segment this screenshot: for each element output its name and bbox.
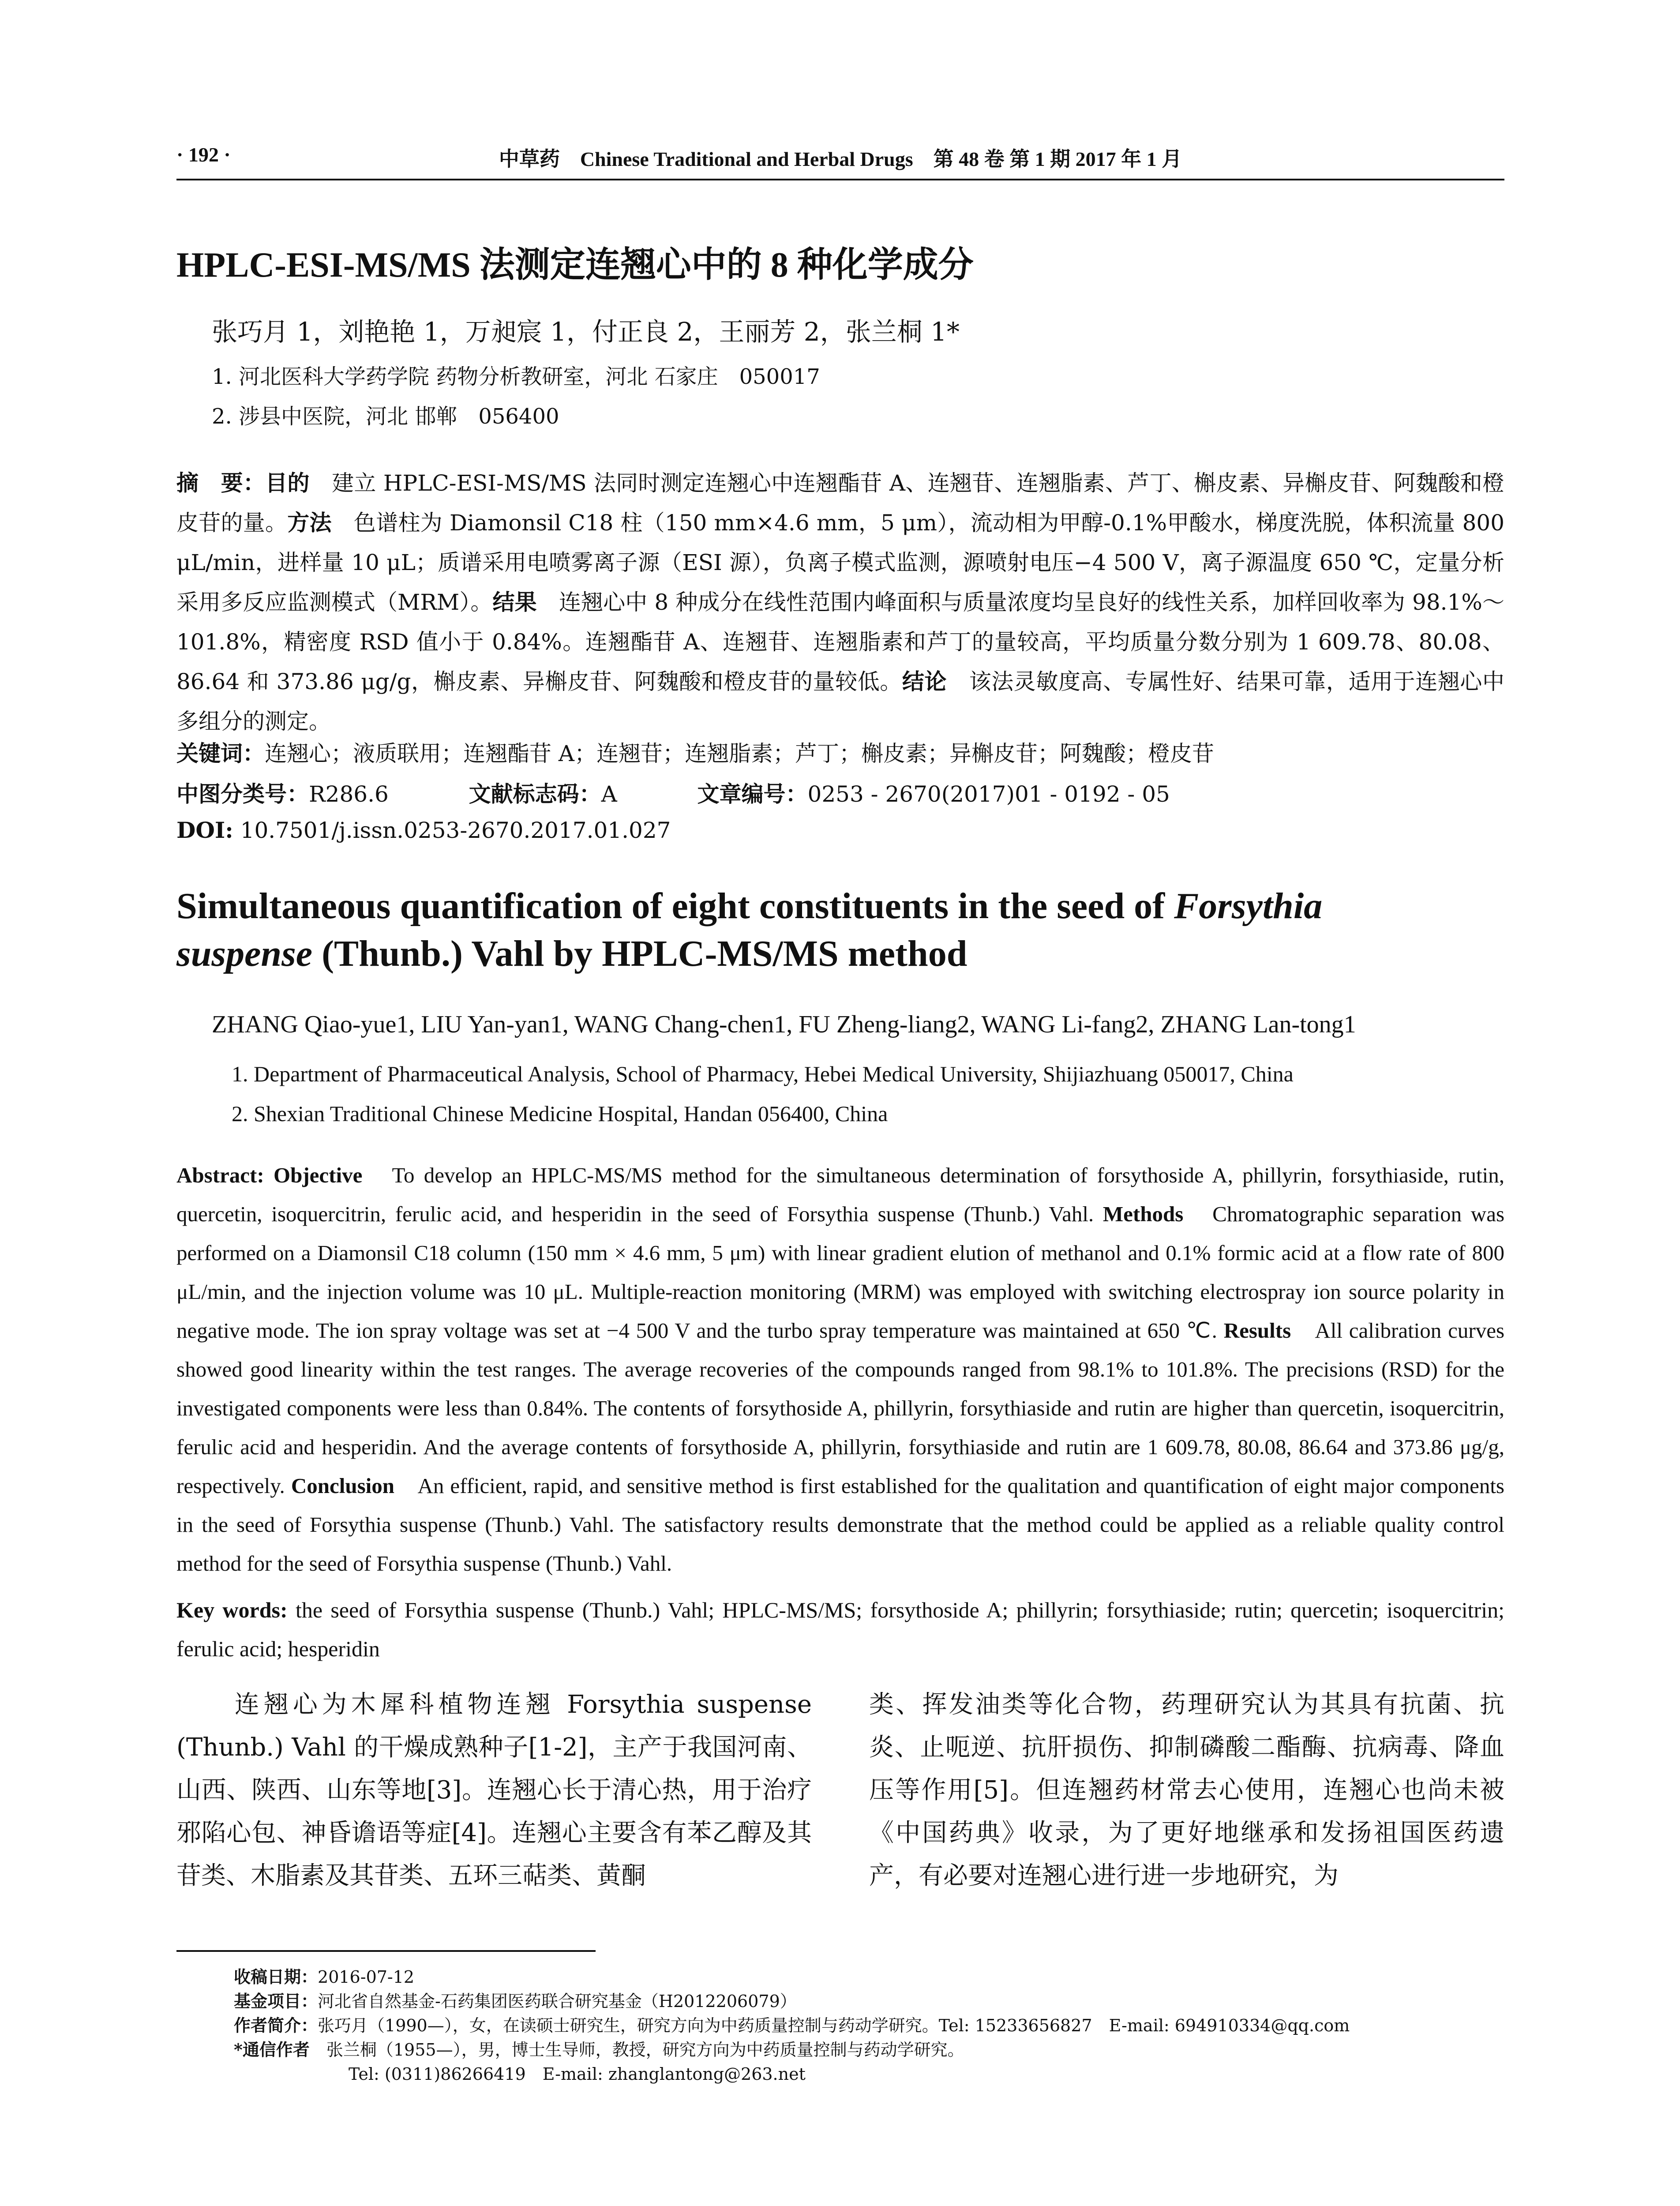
doi-value: 10.7501/j.issn.0253-2670.2017.01.027 <box>233 818 671 843</box>
chinese-affiliation-2: 2. 涉县中医院，河北 邯郸 056400 <box>212 404 559 429</box>
objective-label: 目的 <box>265 470 310 496</box>
article-no-value: 0253 - 2670(2017)01 - 0192 - 05 <box>807 781 1170 807</box>
en-conclusion-text: An efficient, rapid, and sensitive method is first established for the qualitation and quantification of eight major components in the seed of Forsythia suspense (Thunb.) Vahl. The satisfactory results demonstrate that the method could be applied as a reliable quality control method for the seed of Forsythia suspense (Thunb.) Vahl. <box>176 1474 1505 1576</box>
article-no-label: 文章编号： <box>697 781 808 807</box>
footnote-author: 作者简介：张巧月（1990—），女，在读硕士研究生，研究方向为中药质量控制与药动学研究。Tel: 15233656827 E-mail: 694910334@qq.com <box>234 2015 1350 2035</box>
doc-code-label: 文献标志码： <box>469 781 601 807</box>
en-results-text: All calibration curves showed good linearity within the test ranges. The average recoveries of the compounds ranged from 98.1% to 101.8%. The precisions (RSD) for the investigated components were less than 0.84%. The contents of forsythoside A, phillyrin, forsythiaside and rutin are higher than quercetin, isoquercitrin, ferulic acid and hesperidin. And the average contents of forsythoside A, phillyrin, forsythiaside and rutin are 1 609.78, 80.08, 86.64 and 373.86 μg/g, respectively. <box>176 1318 1505 1498</box>
english-affiliation-2: 2. Shexian Traditional Chinese Medicine Hospital, Handan 056400, China <box>232 1101 888 1126</box>
page-number: · 192 · <box>176 143 231 166</box>
objective-text: 建立 HPLC-ESI-MS/MS 法同时测定连翘心中连翘酯苷 A、连翘苷、连翘脂素、芦丁、槲皮素、异槲皮苷、阿魏酸和橙皮苷的量。 <box>176 470 1505 536</box>
body-left-column <box>176 1683 812 1897</box>
english-authors: ZHANG Qiao-yue1, LIU Yan-yan1, WANG Chang-chen1, FU Zheng-liang2, WANG Li-fang2, ZHANG Lan-tong1 <box>212 1011 1356 1038</box>
en-keywords-text: the seed of Forsythia suspense (Thunb.) Vahl; HPLC-MS/MS; forsythoside A; phillyrin; forsythiaside; rutin; quercetin; isoquercitrin; ferulic acid; hesperidin <box>176 1598 1504 1661</box>
running-header <box>176 137 1504 180</box>
english-abstract <box>176 1156 1504 1583</box>
en-objective-text: To develop an HPLC-MS/MS method for the simultaneous determination of forsythoside A, phillyrin, forsythiaside, rutin, quercetin, isoquercitrin, ferulic acid, and hesperidin in the seed of Forsythia suspense (Thunb.) Vahl. <box>176 1163 1504 1226</box>
doi-label: DOI: <box>176 817 233 843</box>
doc-code-value: A <box>601 781 617 807</box>
english-keywords <box>176 1591 1504 1668</box>
footnote-contact: Tel: (0311)86266419 E-mail: zhanglantong@263.net <box>349 2064 806 2084</box>
en-conclusion-label: Conclusion <box>291 1474 394 1498</box>
keywords-text: 连翘心；液质联用；连翘酯苷 A；连翘苷；连翘脂素；芦丁；槲皮素；异槲皮苷；阿魏酸；橙皮苷 <box>265 741 1214 766</box>
en-methods-text: Chromatographic separation was performed on a Diamonsil C18 column (150 mm × 4.6 mm, 5 μm) with linear gradient elution of methanol and 0.1% formic acid at a flow rate of 800 μL/min, and the injection volume was 10 μL. Multiple-reaction monitoring (MRM) was employed with switching electrospray ion source polarity in negative mode. The ion spray voltage was set at −4 500 V and the turbo spray temperature was maintained at 650 ℃. <box>176 1202 1505 1343</box>
body-right-column <box>869 1683 1504 1897</box>
chinese-abstract <box>176 463 1504 741</box>
footnote-corresponding: *通信作者 张兰桐（1955—），男，博士生导师，教授，研究方向为中药质量控制与药动学研究。 <box>234 2040 964 2060</box>
footnote-received: 收稿日期：2016-07-12 <box>234 1967 415 1987</box>
en-results-label: Results <box>1223 1318 1291 1343</box>
doi-line <box>176 817 671 843</box>
results-text: 连翘心中 8 种成分在线性范围内峰面积与质量浓度均呈良好的线性关系，加样回收率为 98.1%～101.8%，精密度 RSD 值小于 0.84%。连翘酯苷 A、连翘苷、连翘脂素和芦丁的量较高，平均质量分数分别为 1 609.78、80.08、86.64 和 373.86 μg/g，槲皮素、异槲皮苷、阿魏酸和橙皮苷的量较低。 <box>176 589 1504 694</box>
methods-text: 色谱柱为 Diamonsil C18 柱（150 mm×4.6 mm，5 μm），流动相为甲醇-0.1%甲酸水，梯度洗脱，体积流量 800 μL/min，进样量 10 μL；质谱采用电喷雾离子源（ESI 源），负离子模式监测，源喷射电压−4 500 V，离子源温度 650 ℃，定量分析采用多反应监测模式（MRM）。 <box>176 510 1505 615</box>
en-methods-label: Methods <box>1102 1202 1184 1226</box>
footnote-fund: 基金项目：河北省自然基金-石药集团医药联合研究基金（H2012206079） <box>234 1991 797 2011</box>
chinese-affiliation-1: 1. 河北医科大学药学院 药物分析教研室，河北 石家庄 050017 <box>212 364 820 389</box>
conclusion-label: 结论 <box>902 668 947 694</box>
keywords-label: 关键词： <box>176 740 265 766</box>
en-keywords-label: Key words: <box>176 1598 288 1622</box>
chinese-keywords <box>176 736 1214 768</box>
english-affiliation-1: 1. Department of Pharmaceutical Analysis, School of Pharmacy, Hebei Medical University, Shijiazhuang 050017, China <box>232 1062 1294 1086</box>
abstract-label: 摘 要： <box>176 470 266 496</box>
conclusion-text: 该法灵敏度高、专属性好、结果可靠，适用于连翘心中多组分的测定。 <box>176 669 1505 734</box>
chinese-authors: 张巧月 1，刘艳艳 1，万昶宸 1，付正良 2，王丽芳 2，张兰桐 1* <box>212 317 960 347</box>
body-paragraph-left: 连翘心为木犀科植物连翘 Forsythia suspense (Thunb.) Vahl 的干燥成熟种子[1-2]，主产于我国河南、山西、陕西、山东等地[3]。连翘心长于清心热，用于治疗邪陷心包、神昏谵语等症[4]。连翘心主要含有苯乙醇及其苷类、木脂素及其苷类、五环三萜类、黄酮 <box>176 1690 812 1890</box>
footnote-rule <box>176 1950 596 1952</box>
body-paragraph-right: 类、挥发油类等化合物，药理研究认为其具有抗菌、抗炎、止呃逆、抗肝损伤、抑制磷酸二酯酶、抗病毒、降血压等作用[5]。但连翘药材常去心使用，连翘心也尚未被《中国药典》收录，为了更好地继承和发扬祖国医药遗产，有必要对连翘心进行进一步地研究，为 <box>869 1690 1504 1890</box>
journal-info: 中草药 Chinese Traditional and Herbal Drugs 第 48 卷 第 1 期 2017 年 1 月 <box>499 148 1182 170</box>
methods-label: 方法 <box>287 510 332 536</box>
results-label: 结果 <box>492 589 537 615</box>
clc-value: R286.6 <box>309 781 389 807</box>
en-abstract-label: Abstract: Objective <box>176 1163 363 1187</box>
classification-line <box>176 777 1170 808</box>
clc-label: 中图分类号： <box>176 781 309 807</box>
english-title: Simultaneous quantification of eight constituents in the seed of Forsythia suspense (Thunb.) Vahl by HPLC-MS/MS method <box>176 885 1323 974</box>
chinese-title: HPLC-ESI-MS/MS 法测定连翘心中的 8 种化学成分 <box>176 246 974 285</box>
